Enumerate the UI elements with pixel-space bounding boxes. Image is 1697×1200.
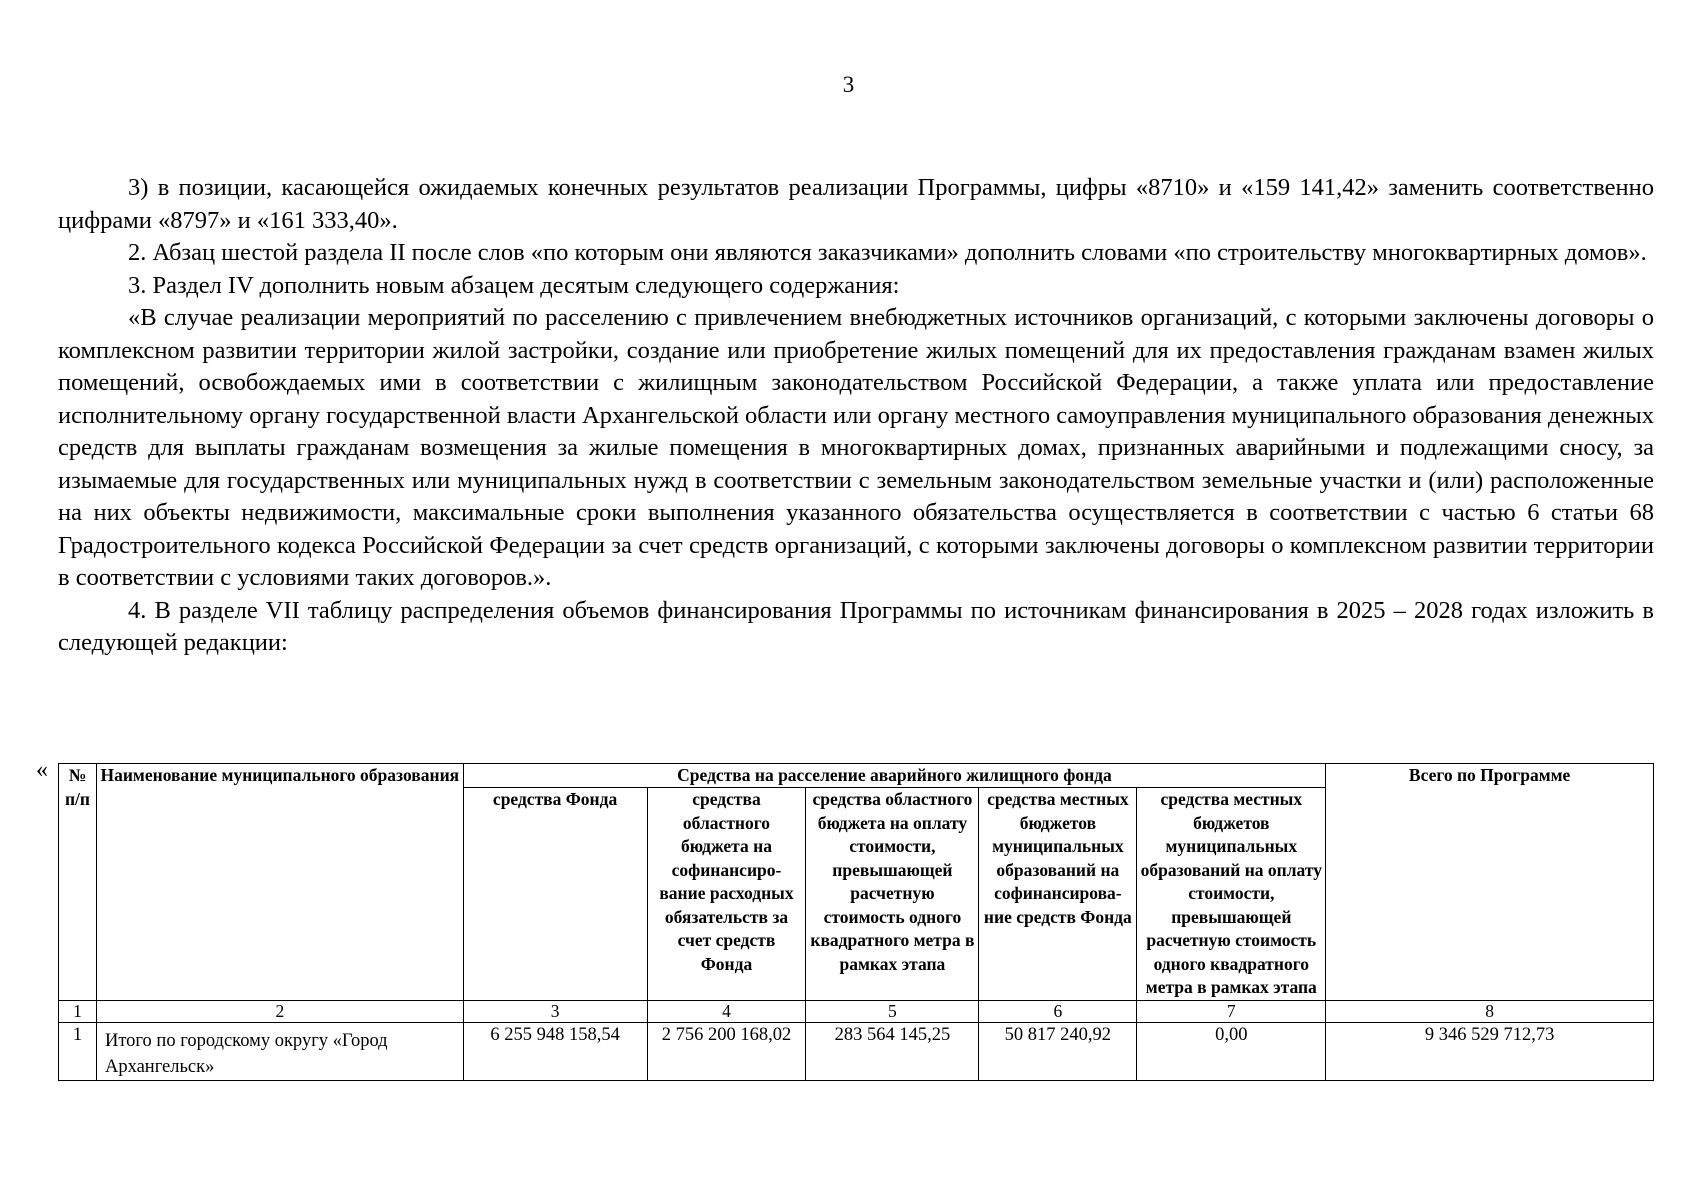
column-number: 8 [1326, 1000, 1654, 1022]
column-number-row [59, 1000, 1654, 1022]
column-number: 4 [647, 1000, 806, 1022]
page-number: 3 [842, 72, 855, 97]
row-local-cofinancing-amount: 50 817 240,92 [979, 1022, 1137, 1080]
row-local-excess-amount: 0,00 [1137, 1022, 1326, 1080]
paragraph-results-figures: 3) в позиции, касающейся ожидаемых конечных результатов реализации Программы, цифры «8710» и «159 141,42» заменить соответственно цифрами «8797» и «161 333,40». [58, 174, 1654, 234]
row-total-amount: 9 346 529 712,73 [1326, 1022, 1654, 1080]
row-regional-cofinancing-amount: 2 756 200 168,02 [647, 1022, 806, 1080]
header-fund: средства Фонда [463, 788, 647, 1001]
document-body [58, 172, 1654, 660]
column-number: 1 [59, 1000, 97, 1022]
header-local-excess-cost: средства местных бюджетов муниципальных образований на оплату стоимости, превышающей расчетную стоимость одного квадратного метра в рамках этапа [1137, 788, 1326, 1001]
header-num: № п/п [59, 764, 97, 1001]
header-regional-cofinancing: средства областного бюджета на софинансиро-вание расходных обязательств за счет средств Фонда [647, 788, 806, 1001]
paragraph-quoted-amendment: «В случае реализации мероприятий по расселению с привлечением внебюджетных источников организаций, с которыми заключены договоры о комплексном развитии территории жилой застройки, создание или приобретение жилых помещений для их предоставления гражданам взамен жилых помещений, освобождаемых ими в соответствии с жилищным законодательством Российской Федерации, а также уплата или предоставление исполнительному органу государственной власти Архангельской области или органу местного самоуправления муниципального образования денежных средств для выплаты гражданам возмещения за жилые помещения в многоквартирных домах, признанных аварийными и подлежащими сносу, за изымаемые для государственных или муниципальных нужд в соответствии с земельным законодательством земельные участки и (или) расположенные на них объекты недвижимости, максимальные сроки выполнения указанного обязательства осуществляется в соответствии с частью 6 статьи 68 Градостроительного кодекса Российской Федерации за счет средств организаций, с которыми заключены договоры о комплексном развитии территории в соответствии с условиями таких договоров.». [58, 304, 1654, 591]
header-regional-excess-cost: средства областного бюджета на оплату стоимости, превышающей расчетную стоимость одного квадратного метра в рамках этапа [806, 788, 979, 1001]
row-municipality-name: Итого по городскому округу «Город Архангельск» [96, 1022, 463, 1080]
header-total: Всего по Программе [1326, 764, 1654, 1001]
paragraph-section-ii: 2. Абзац шестой раздела II после слов «по которым они являются заказчиками» дополнить словами «по строительству многоквартирных домов». [128, 239, 1647, 266]
header-municipality-name: Наименование муниципального образования [96, 764, 463, 1001]
row-num: 1 [59, 1022, 97, 1080]
column-number: 7 [1137, 1000, 1326, 1022]
paragraph-section-vii: 4. В разделе VII таблицу распределения объемов финансирования Программы по источникам финансирования в 2025 – 2028 годах изложить в следующей редакции: [58, 596, 1654, 656]
column-number: 2 [96, 1000, 463, 1022]
header-relocation-funds: Средства на расселение аварийного жилищного фонда [463, 764, 1326, 788]
table-header-row-1 [59, 764, 1654, 788]
row-fund-amount: 6 255 948 158,54 [463, 1022, 647, 1080]
column-number: 6 [979, 1000, 1137, 1022]
row-regional-excess-amount: 283 564 145,25 [806, 1022, 979, 1080]
table-row [59, 1022, 1654, 1080]
paragraph-section-iv: 3. Раздел IV дополнить новым абзацем десятым следующего содержания: [128, 271, 900, 299]
column-number: 5 [806, 1000, 979, 1022]
header-local-cofinancing: средства местных бюджетов муниципальных образований на софинансирова-ние средств Фонда [979, 788, 1137, 1001]
financing-table [58, 763, 1654, 1081]
table-open-quote: « [36, 757, 48, 783]
column-number: 3 [463, 1000, 647, 1022]
